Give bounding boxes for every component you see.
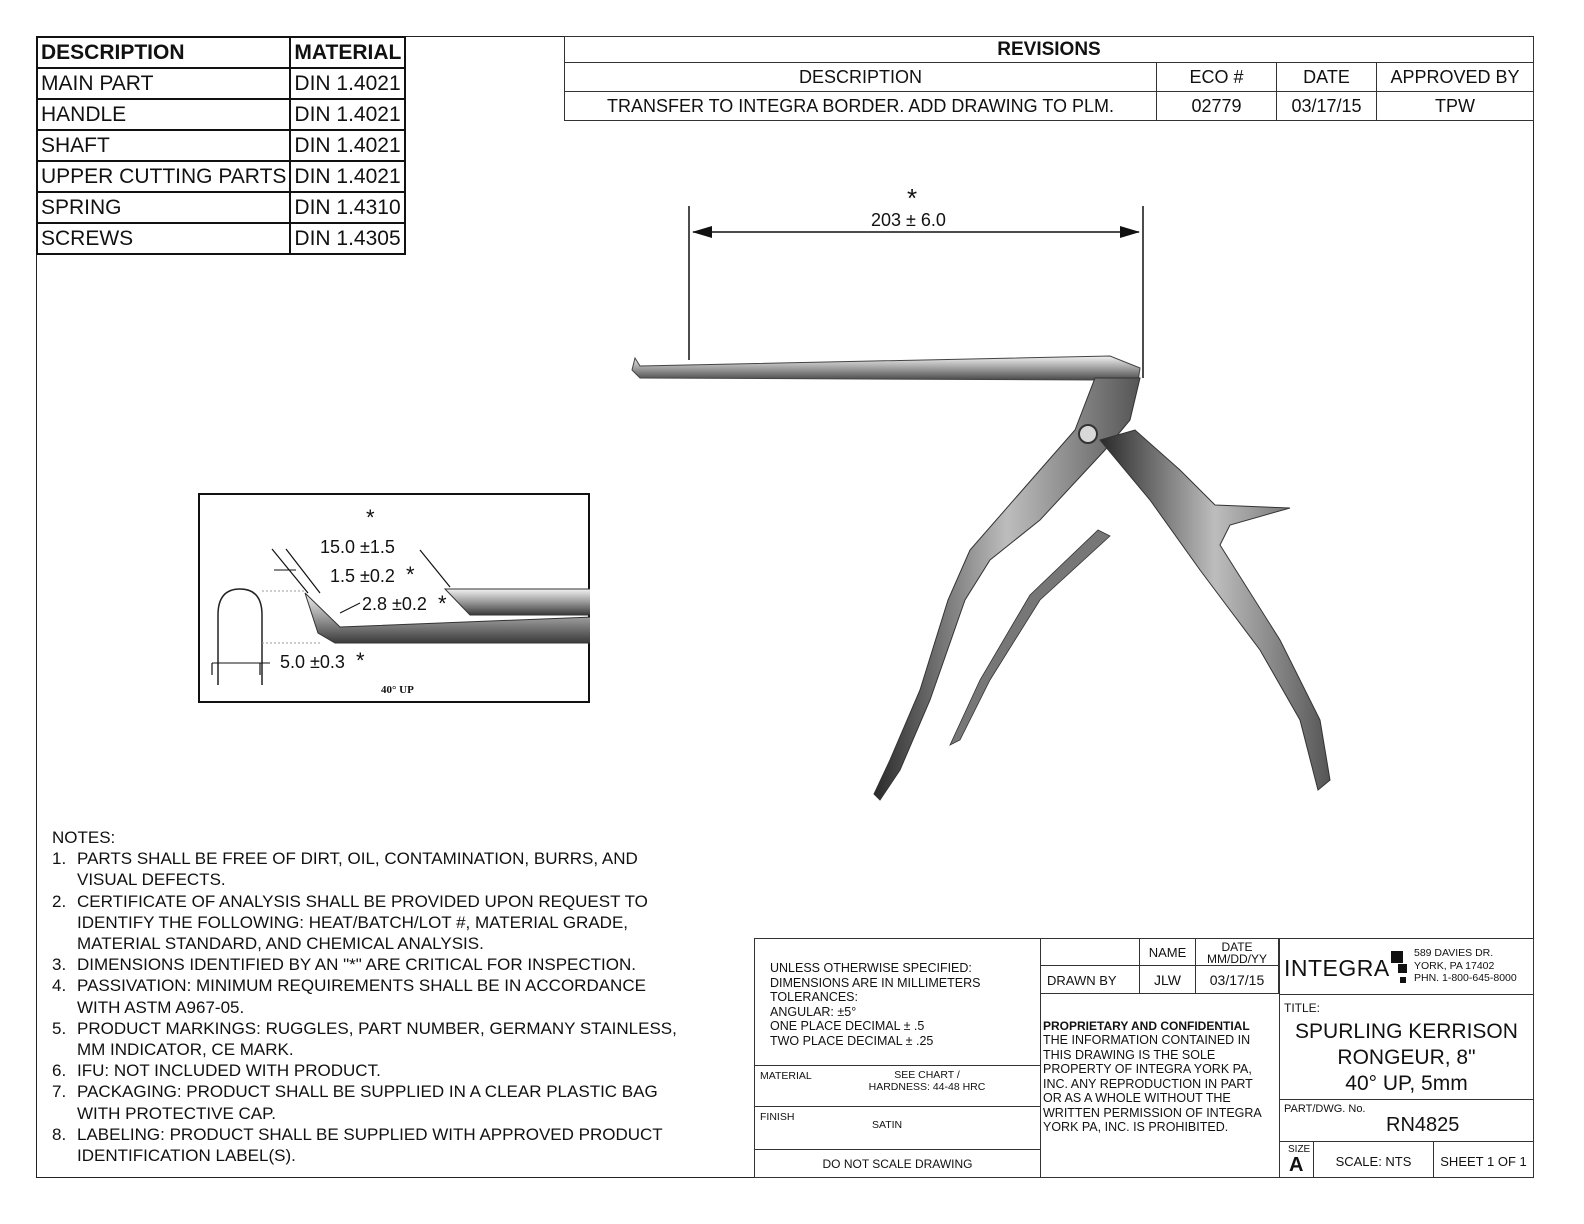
rev-eco: 02779: [1157, 92, 1277, 121]
sheet-cell: [1433, 1141, 1534, 1178]
note-line: [52, 1103, 732, 1124]
rev-col-description: DESCRIPTION: [565, 63, 1157, 92]
note-line: [52, 912, 732, 933]
notes-heading: NOTES:: [52, 828, 116, 847]
dim-lip-critical: *: [406, 562, 415, 587]
address-line: 589 DAVIES DR.: [1414, 947, 1494, 959]
proprietary-line: THIS DRAWING IS THE SOLE: [1043, 1047, 1216, 1062]
note-text: PASSIVATION: MINIMUM REQUIREMENTS SHALL BE IN ACCORDANCE: [77, 976, 646, 996]
do-not-scale-block: [754, 1149, 1041, 1178]
material-label: MATERIAL: [760, 1070, 812, 1082]
note-line: [52, 933, 732, 954]
note-text: CERTIFICATE OF ANALYSIS SHALL BE PROVIDED UPON REQUEST TO: [77, 891, 648, 911]
tolerance-line: UNLESS OTHERWISE SPECIFIED:: [770, 961, 972, 975]
rev-col-date: DATE: [1277, 63, 1377, 92]
header-description: DESCRIPTION: [37, 37, 290, 68]
part-material: DIN 1.4021: [290, 161, 405, 192]
company-block: [1279, 938, 1534, 995]
date-header: [1196, 941, 1278, 965]
size-value: A: [1289, 1154, 1304, 1176]
note-line: [52, 1081, 732, 1102]
title-line: 40° UP, 5mm: [1345, 1072, 1468, 1095]
note-line: [52, 848, 732, 869]
detail-critical-mark: *: [366, 505, 375, 530]
address-line: PHN. 1-800-645-8000: [1414, 972, 1517, 984]
part-number: RN4825: [1386, 1114, 1460, 1136]
tolerance-line: ANGULAR: ±5°: [770, 1004, 857, 1019]
note-line: [52, 1018, 732, 1039]
note-text: PARTS SHALL BE FREE OF DIRT, OIL, CONTAMINATION, BURRS, AND: [77, 849, 638, 869]
dim-width-critical: *: [356, 648, 365, 673]
name-header: NAME: [1148, 945, 1187, 960]
part-name: HANDLE: [37, 99, 290, 130]
sheet-value: SHEET 1 OF 1: [1440, 1154, 1527, 1169]
note-number: 5.: [52, 1018, 67, 1038]
part-name: UPPER CUTTING PARTS: [37, 161, 290, 192]
rev-description: TRANSFER TO INTEGRA BORDER. ADD DRAWING TO PLM.: [565, 92, 1157, 121]
blank-cell: [1040, 938, 1140, 966]
note-text: PRODUCT MARKINGS: RUGGLES, PART NUMBER, GERMANY STAINLESS,: [77, 1018, 677, 1038]
note-number: 1.: [52, 849, 67, 869]
note-line: [52, 891, 732, 912]
drawn-by-name-cell: [1139, 965, 1196, 994]
tolerance-block: [754, 938, 1041, 1066]
drawn-by-date: 03/17/15: [1209, 972, 1265, 988]
note-text: IFU: NOT INCLUDED WITH PRODUCT.: [77, 1061, 381, 1081]
note-text: MATERIAL STANDARD, AND CHEMICAL ANALYSIS.: [77, 934, 484, 954]
note-text: IDENTIFY THE FOLLOWING: HEAT/BATCH/LOT #, MATERIAL GRADE,: [77, 912, 629, 932]
note-text: IDENTIFICATION LABEL(S).: [77, 1146, 296, 1166]
rev-col-approved: APPROVED BY: [1377, 63, 1534, 92]
angle-label: 40° UP: [381, 684, 414, 696]
title-label: TITLE:: [1284, 1001, 1321, 1015]
part-number-cell: [1279, 1099, 1534, 1142]
part-material: DIN 1.4305: [290, 223, 405, 254]
tip-detail-view: [198, 493, 590, 703]
notes-list: [52, 848, 732, 1166]
header-material: MATERIAL: [290, 37, 405, 68]
scale-cell: [1313, 1141, 1434, 1178]
title-line: SPURLING KERRISON: [1295, 1020, 1518, 1043]
note-number: 2.: [52, 891, 67, 911]
proprietary-line: INC. ANY REPRODUCTION IN PART: [1043, 1076, 1253, 1091]
note-line: [52, 1145, 732, 1166]
proprietary-line: PROPERTY OF INTEGRA YORK PA,: [1043, 1062, 1252, 1076]
dim-width: 5.0 ±0.3: [280, 652, 345, 672]
tolerance-line: TWO PLACE DECIMAL ± .25: [770, 1033, 934, 1048]
finish-block: [754, 1106, 1041, 1150]
note-line: [52, 975, 732, 996]
proprietary-line: OR AS A WHOLE WITHOUT THE: [1043, 1091, 1231, 1105]
finish-label: FINISH: [760, 1111, 795, 1123]
part-label: PART/DWG. No.: [1284, 1103, 1366, 1115]
company-logo: INTEGRA: [1284, 955, 1390, 981]
drawn-by-name: JLW: [1154, 972, 1181, 988]
note-number: 6.: [52, 1061, 67, 1081]
part-material: DIN 1.4021: [290, 68, 405, 99]
revisions-title: REVISIONS: [565, 37, 1534, 63]
note-line: [52, 997, 732, 1018]
note-number: 3.: [52, 955, 67, 975]
note-number: 7.: [52, 1082, 67, 1102]
date-header-line: MM/DD/YY: [1207, 952, 1267, 966]
proprietary-line: THE INFORMATION CONTAINED IN: [1043, 1033, 1251, 1047]
dim-lip: 1.5 ±0.2: [330, 566, 395, 586]
drawn-by-date-cell: [1195, 965, 1279, 994]
note-number: 8.: [52, 1124, 67, 1144]
note-line: [52, 954, 732, 975]
date-header-cell: [1195, 938, 1279, 966]
note-text: PACKAGING: PRODUCT SHALL BE SUPPLIED IN A CLEAR PLASTIC BAG: [77, 1082, 658, 1102]
note-text: VISUAL DEFECTS.: [77, 870, 226, 890]
tolerance-notes: [770, 961, 980, 1048]
part-name: MAIN PART: [37, 68, 290, 99]
address-line: YORK, PA 17402: [1414, 959, 1495, 972]
tolerance-line: DIMENSIONS ARE IN MILLIMETERS: [770, 975, 981, 990]
rev-approved: TPW: [1377, 92, 1534, 121]
name-header-cell: [1139, 938, 1196, 966]
part-material: DIN 1.4021: [290, 99, 405, 130]
note-text: DIMENSIONS IDENTIFIED BY AN "*" ARE CRITICAL FOR INSPECTION.: [77, 955, 636, 975]
part-material: DIN 1.4021: [290, 130, 405, 161]
note-text: MM INDICATOR, CE MARK.: [77, 1040, 294, 1060]
size-label: SIZE: [1288, 1144, 1311, 1155]
proprietary-block: [1040, 993, 1280, 1178]
logo-mark-icon: [1388, 949, 1414, 989]
proprietary-text: [1043, 1033, 1262, 1135]
dim-length: 15.0 ±1.5: [320, 537, 395, 557]
title-cell: [1279, 994, 1534, 1100]
tolerance-line: ONE PLACE DECIMAL ± .5: [770, 1019, 925, 1033]
title-line: RONGEUR, 8": [1337, 1046, 1476, 1069]
proprietary-title: PROPRIETARY AND CONFIDENTIAL: [1043, 1019, 1250, 1033]
drawn-by-label-cell: [1040, 965, 1140, 994]
rev-col-eco: ECO #: [1157, 63, 1277, 92]
material-value-line: HARDNESS: 44-48 HRC: [868, 1081, 986, 1093]
part-name: SHAFT: [37, 130, 290, 161]
proprietary-line: YORK PA, INC. IS PROHIBITED.: [1043, 1120, 1229, 1134]
part-name: SPRING: [37, 192, 290, 223]
note-line: [52, 869, 732, 890]
note-line: [52, 1060, 732, 1081]
size-cell: [1279, 1141, 1314, 1178]
part-name: SCREWS: [37, 223, 290, 254]
dim-jaw-critical: *: [438, 591, 447, 616]
note-text: WITH PROTECTIVE CAP.: [77, 1103, 276, 1123]
company-address: [1414, 947, 1517, 985]
material-block: [754, 1065, 1041, 1107]
material-value: [865, 1069, 989, 1093]
finish-value: SATIN: [872, 1119, 903, 1131]
drawing-title: [1280, 1019, 1533, 1097]
note-text: LABELING: PRODUCT SHALL BE SUPPLIED WITH APPROVED PRODUCT: [77, 1124, 663, 1144]
notes-section: [52, 827, 732, 1166]
date-header-line: DATE: [1221, 940, 1253, 954]
do-not-scale-note: DO NOT SCALE DRAWING: [822, 1157, 973, 1171]
drawn-by-label: DRAWN BY: [1047, 973, 1117, 988]
dim-jaw: 2.8 ±0.2: [362, 594, 427, 614]
overall-length-dimension: 203 ± 6.0: [871, 210, 946, 230]
part-material: DIN 1.4310: [290, 192, 405, 223]
note-line: [52, 1039, 732, 1060]
note-text: WITH ASTM A967-05.: [77, 997, 245, 1017]
rev-date: 03/17/15: [1277, 92, 1377, 121]
scale-value: SCALE: NTS: [1335, 1154, 1412, 1169]
tolerance-line: TOLERANCES:: [770, 990, 858, 1004]
proprietary-line: WRITTEN PERMISSION OF INTEGRA: [1043, 1105, 1262, 1120]
note-number: 4.: [52, 976, 67, 996]
note-line: [52, 1124, 732, 1145]
critical-mark: *: [907, 183, 918, 213]
material-value-line: SEE CHART /: [894, 1069, 960, 1081]
